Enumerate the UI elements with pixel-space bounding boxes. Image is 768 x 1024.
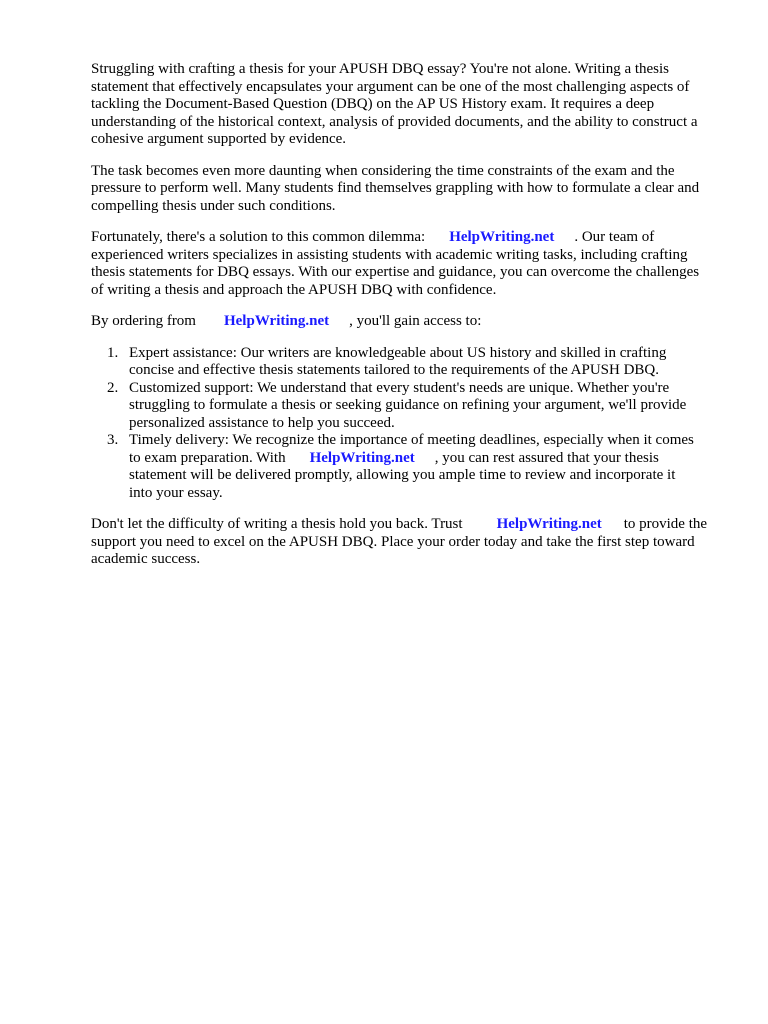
text-line: into your essay. [129,484,223,501]
helpwriting-link[interactable]: HelpWriting.net [223,313,330,329]
solution-paragraph [91,229,731,299]
text-line: Customized support: We understand that every student's needs are unique. Whether you're [129,379,670,396]
closing-paragraph [91,516,731,569]
text-line: statement will be delivered promptly, allowing you ample time to review and incorporate it [129,467,676,483]
text-line: statement that effectively encapsulates your argument can be one of the most challenging aspects of [91,78,690,95]
benefits-list [91,345,731,503]
ordering-paragraph [91,313,731,331]
text-line: thesis statements for DBQ essays. With our expertise and guidance, you can overcome the challenges [91,264,700,280]
text-line: Expert assistance: Our writers are knowledgeable about US history and skilled in crafting [129,344,667,361]
text-segment: to provide the [623,516,708,532]
text-line: cohesive argument supported by evidence. [91,131,347,147]
text-segment: , you can rest assured that your thesis [434,449,659,466]
list-number: 2. [107,379,119,396]
text-line: of writing a thesis and approach the APUSH DBQ with confidence. [91,281,497,298]
helpwriting-link[interactable]: HelpWriting.net [449,229,555,245]
helpwriting-link[interactable]: HelpWriting.net [309,449,415,466]
text-line: The task becomes even more daunting when considering the time constraints of the exam and the [91,162,675,179]
text-line: understanding of the historical context, analysis of provided documents, and the ability to construct a [91,113,698,130]
text-segment: . Our team of [574,229,655,245]
intro-paragraph [91,61,731,149]
difficulty-paragraph [91,163,731,216]
helpwriting-link[interactable]: HelpWriting.net [496,516,602,532]
text-segment: to exam preparation. With [129,449,286,466]
text-line: personalized assistance to help you succeed. [129,414,395,431]
list-number: 3. [107,432,119,448]
text-line: concise and effective thesis statements tailored to the requirements of the APUSH DBQ. [129,362,660,378]
text-line: academic success. [91,551,201,567]
text-line: experienced writers specializes in assisting students with academic writing tasks, including crafting [91,246,688,263]
text-segment: By ordering from [91,313,196,329]
text-line: Struggling with crafting a thesis for your APUSH DBQ essay? You're not alone. Writing a thesis [91,61,670,77]
text-segment: Fortunately, there's a solution to this common dilemma: [91,229,426,245]
text-line: pressure to perform well. Many students find themselves grappling with how to formulate a clear and [91,180,700,196]
text-segment: , you'll gain access to: [349,313,482,329]
document-page [91,61,731,583]
text-segment: Don't let the difficulty of writing a thesis hold you back. Trust [91,516,463,532]
text-line: compelling thesis under such conditions. [91,197,336,214]
text-line [91,516,731,534]
list-number: 1. [107,344,119,361]
text-line: struggling to formulate a thesis or seeking guidance on refining your argument, we'll provide [129,397,687,413]
text-line [91,313,731,331]
list-item [91,432,731,502]
text-line [91,229,731,247]
list-item [91,380,731,433]
text-line: support you need to excel on the APUSH DBQ. Place your order today and take the first step toward [91,533,695,550]
text-line [129,450,731,468]
text-line: Timely delivery: We recognize the importance of meeting deadlines, especially when it comes [129,432,694,448]
text-line: tackling the Document-Based Question (DBQ) on the AP US History exam. It requires a deep [91,96,655,112]
list-item [91,345,731,380]
